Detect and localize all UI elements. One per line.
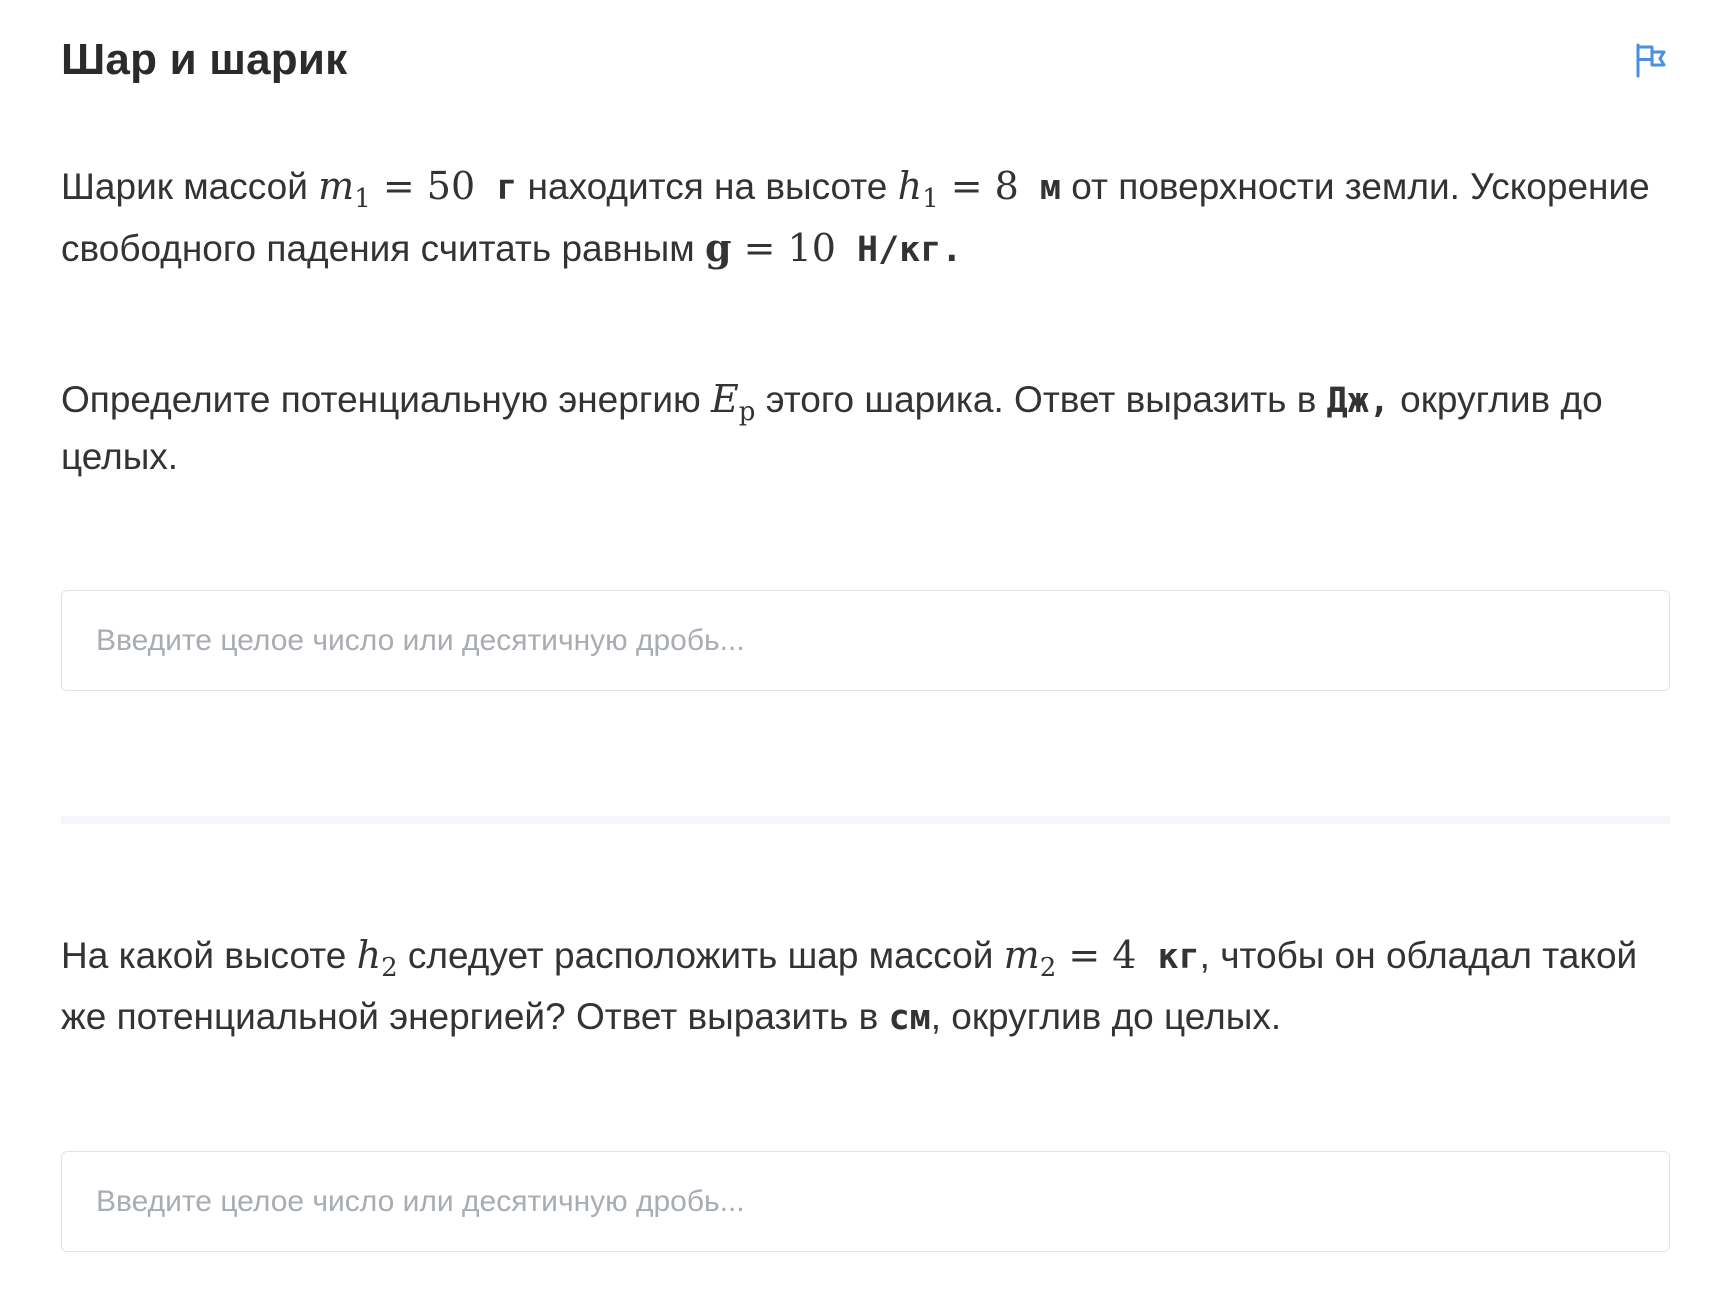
section-divider [61,816,1670,824]
question-2-unit: см [888,998,931,1038]
problem-statement [61,157,1671,280]
gravity-variable: g [705,225,732,270]
report-flag-button[interactable] [1630,40,1670,80]
question-1-text [61,372,1671,484]
intro-text-2: находится на высоте [517,166,898,207]
height-1-value: = 8 [938,164,1019,208]
question-1-text-3: округлив до целых. [61,379,1603,477]
height-2-variable: $h_2$ [356,933,398,983]
mass-2-value: = 4 [1056,933,1137,977]
mass-2-variable: $m_2$ [1003,933,1057,983]
mass-1-unit: г [475,168,518,208]
question-2-text-3: , чтобы он обладал такой же потенциальной энергией? Ответ выразить в [61,935,1638,1037]
height-1-unit: м [1018,168,1062,208]
intro-text-1: Шарик массой [61,166,319,207]
flag-icon [1630,40,1670,80]
intro-text-3: от поверхности земли. Ускорение свободного падения считать равным [61,166,1650,269]
answer-1-field[interactable] [61,590,1670,691]
mass-1-value: = 50 [370,164,476,208]
height-1-variable: $h_1$ [897,164,939,214]
answer-2-input[interactable] [62,1152,1669,1251]
potential-energy-variable: $E_p$ [711,377,756,427]
question-1-text-2: этого шарика. Ответ выразить в [755,379,1327,420]
question-2-text [61,926,1671,1048]
question-1-unit: Дж, [1326,381,1390,421]
question-2-text-2: следует расположить шар массой [397,935,1004,976]
gravity-unit: Н/кг. [835,230,963,270]
mass-1-variable: $m_1$ [318,164,371,214]
answer-2-field[interactable] [61,1151,1670,1252]
task-title: Шар и шарик [61,35,348,84]
gravity-value: = 10 [731,226,836,270]
question-2-text-4: , округлив до целых. [930,996,1282,1037]
question-1-text-1: Определите потенциальную энергию [61,379,712,420]
question-2-text-1: На какой высоте [61,935,357,976]
mass-2-unit: кг [1136,937,1200,977]
answer-1-input[interactable] [62,591,1669,690]
